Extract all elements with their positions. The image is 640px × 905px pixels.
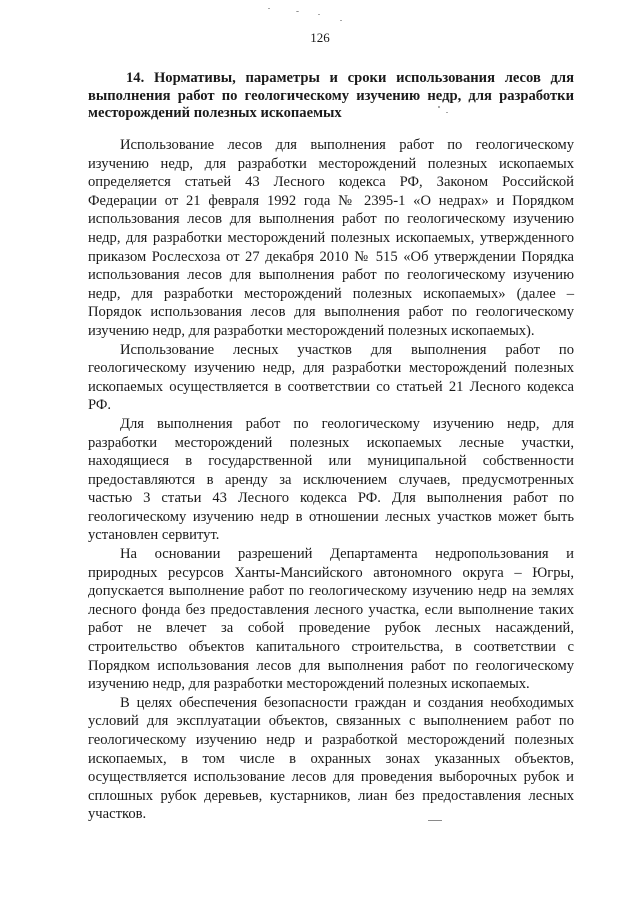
paragraph-4: На основании разрешений Департамента недропользования и природных ресурсов Ханты-Мансийского автономного округа – Югры, допускается выполнение работ по геологическому изучению недр на землях лесного фонда без предоставления лесного участка, если выполнение таких работ не влечет за собой проведение рубок лесных насаждений, строительство объектов капитального строительства, в соответствии с Порядком использования лесов для выполнения работ по геологическому изучению недр, для разработки месторождений полезных ископаемых. bbox=[88, 546, 574, 693]
scan-speck bbox=[296, 11, 299, 12]
scan-speck bbox=[268, 8, 270, 9]
paragraph-3: Для выполнения работ по геологическому изучению недр, для разработки месторождений полезных ископаемых лесные участки, находящиеся в государственной или муниципальной собственности предоставляются в аренду за исключением случаев, предусмотренных частью 3 статьи 43 Лесного кодекса РФ. Для выполнения работ по геологическому изучению недр в отношении лесных участков может быть установлен сервитут. bbox=[88, 415, 574, 544]
body-text bbox=[88, 136, 574, 824]
scan-speck bbox=[318, 14, 320, 15]
page-number: 126 bbox=[310, 30, 330, 45]
paragraph-2: Использование лесных участков для выполнения работ по геологическому изучению недр, для разработки месторождений полезных ископаемых осуществляется в соответствии со статьей 21 Лесного кодекса РФ. bbox=[88, 341, 574, 414]
section-heading: 14. Нормативы, параметры и сроки использования лесов для выполнения работ по геологическому изучению недр, для разработки месторождений полезных ископаемых bbox=[88, 70, 574, 121]
paragraph-5: В целях обеспечения безопасности граждан и создания необходимых условий для эксплуатации объектов, связанных с выполнением работ по геологическому изучению недр и разработкой месторождений полезных ископаемых, в том числе в охранных зонах указанных объектов, осуществляется использование лесов для проведения выборочных рубок и сплошных рубок деревьев, кустарников, лиан без предоставления лесных участков. bbox=[88, 694, 574, 823]
scan-speck bbox=[340, 20, 342, 21]
paragraph-1: Использование лесов для выполнения работ по геологическому изучению недр, для разработки месторождений полезных ископаемых определяется статьей 43 Лесного кодекса РФ, Законом Российской Федерации от 21 февраля 1992 года № 2395-1 «О недрах» и Порядком использования лесов для выполнения работ по геологическому изучению недр, для разработки месторождений полезных ископаемых, утвержденного приказом Рослесхоза от 27 декабря 2010 № 515 «Об утверждении Порядка использования лесов для выполнения работ по геологическому изучению недр, для разработки месторождений полезных ископаемых» (далее – Порядок использования лесов для выполнения работ по геологическому изучению недр, для разработки месторождений полезных ископаемых). bbox=[88, 137, 574, 339]
